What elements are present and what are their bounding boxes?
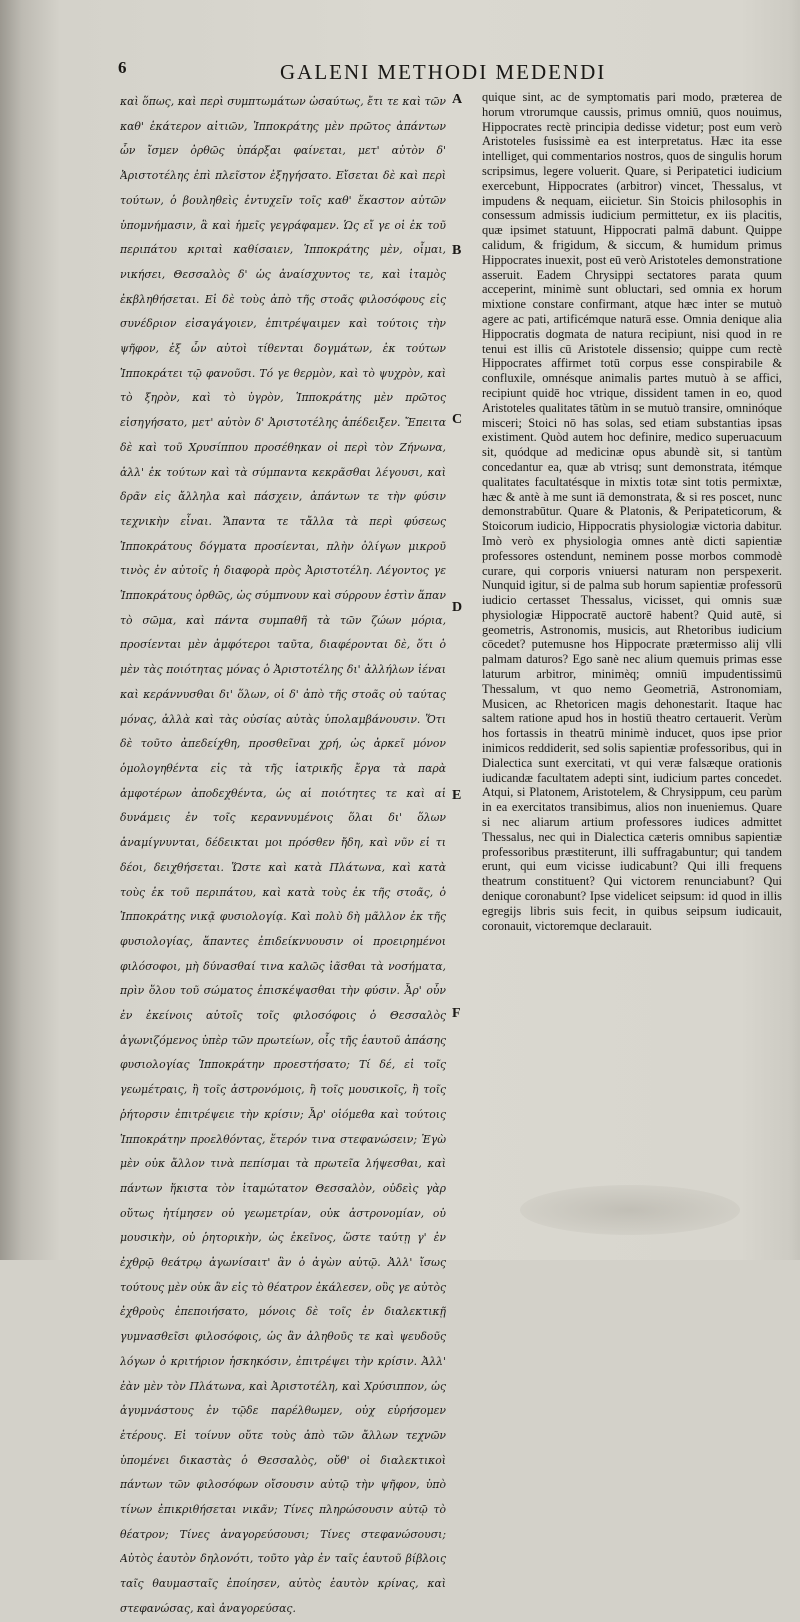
latin-text: quique sint, ac de symptomatis pari modo, præterea de horum vtrorumque caussis, primus omniū, quos nouimus, Hippocrates rectè principia dedisse videtur; post eum verò Aristoteles fusissimè ea est interpretatus. Hæc ita esse intelliget, qui commentarios nostros, quos de singulis horum scripsimus, legere voluerit. Quare, si Peripatetici iudicium exercebunt, Hippocrates (arbitror) vincet, Thessalus, vt impudens & nequam, eiicietur. Sin Stoicis philosophis in consessum admissis iudicium permittetur, ex iis placitis, quæ ipsimet statuunt, Hippocrati palmā dabunt. Quippe calidum, & frigidum, & siccum, & humidum primus Hippocrates inuexit, post eū verò Aristoteles demonstratione asseruit. Eadem Chrysippi sectatores parata quum acceperint, minimè sunt obluctari, sed omnia ex horum mixtione constare confirmant, atque hæc inter se mutuò agere ac pati, artificémque naturā esse. Omnia denique alia Hippocratis dogmata de natura recipiunt, nisi quod in re tenui est illis cū Aristotele dissensio; quippe cum rectè Hippocrates affirmet totū corpus esse conspirabile & confluxile, omnésque animalis partes mutuò à se affici, recipiunt quidē hoc vtrique, dissident tamen in eo, quod Aristoteles qualitates tātùm in se mutuò transire, omninóque misceri; Stoici nō has solas, sed etiam substantias ipsas existiment. Quòd autem hoc definire, medico superuacuum sit, quódque ad medicinæ opus abundè sit, si tantùm concedantur ea, quæ ab vtrisq; sunt demonstrata, itémque qualitates facultatésque in mixtis totæ sint totis permixtæ, hæc & antè à me sunt iā demonstrata, & si res poscet, nunc demonstrabūtur. Quare & Platonis, & Peripateticorum, & Stoicorum iudicio, Hippocratis physiologiæ victoria dabitur. Imò verò ex physiologia omnes antè dicti sapientiæ professores ostendunt, neminem posse morbos commodè curare, qui corporis vniuersi naturam non perspexerit. Nunquid igitur, si de palma sub horum sapientiæ professorū iudicio certasset Thessalus, vicisset, qui omnis suæ physiologiæ Hippocratē auctorē habent? Quid autē, si geometris, Astronomis, musicis, aut Rhetoribus iudicium cōcedet? putemusne hos Hippocrate prætermisso alij vlli palmam daturos? Ego sanè nec alium quemuis primas esse laturum arbitror, minimèq; omniū impudentissimū Thessalum, vt quo nemo Geometriā, Astronomiam, Musicen, ac Rhetoricen magis dehonestarit. Itaque hac saltem ratione apud hos in hostiū theatro certauerit. Verùm hos fortassis in theatrū minimè inducet, quos ipse prior inimicos reddiderit, sed solis sapientiæ professoribus, qui in Dialectica sunt exercitati, vt qui veræ falsæque orationis iudicandæ facultatem adepti sint, iudicium partes concedet. Atqui, si Platonem, Aristotelem, & Chrysippum, ceu parùm in ea exercitatos transibimus, alios non inueniemus. Quare si nec aliarum artium professores iudices admittet Thessalus, nec qui in Dialectica cæteris omnibus sapientiæ professoribus præstiterunt, illi suffragabuntur; qui tandem erunt, qui eum vicisse iudicabunt? Qui illi frequens theatrum constituent? Qui victorem renunciabunt? Qui denique coronabunt? Ipse videlicet seipsum: id quod in illis egregijs libris suis fecit, in quibus seipsum iudicauit, coronauit, victoremque declarauit. xyxy=(482,90,782,933)
greek-column xyxy=(120,90,446,1622)
section-marker-e: E xyxy=(452,788,462,803)
section-marker-d: D xyxy=(452,600,463,615)
section-marker-b: B xyxy=(452,243,462,258)
running-head: GALENI METHODI MEDENDI xyxy=(280,60,607,84)
section-marker-a: A xyxy=(452,92,463,107)
paper-stain xyxy=(520,1185,740,1235)
section-marker-f: F xyxy=(452,1006,461,1021)
section-marker-c: C xyxy=(452,412,463,427)
greek-text: καὶ ὅπως, καὶ περὶ συμπτωμάτων ὡσαύτως, ἔτι τε καὶ τῶν καθ' ἑκάτερον αἰτιῶν, Ἱπποκράτης μὲν πρῶτος ἁπάντων ὧν ἴσμεν ὀρθῶς ὑπάρξαι φαίνεται, μετ' αὐτὸν δ' Ἀριστοτέλης ἐπὶ πλεῖστον ἐξηγήσατο. Εἴσεται δὲ καὶ περὶ τούτων, ὁ βουληθεὶς ἐντυχεῖν τοῖς καθ' ἕκαστον αὐτῶν ὑπομνήμασιν, ἃ καὶ ἡμεῖς γεγράφαμεν. Ὡς εἴ γε οἱ ἐκ τοῦ περιπάτου κριταὶ καθίσαιεν, Ἱπποκράτης μὲν, οἶμαι, νικήσει, Θεσσαλὸς δ' ὡς ἀναίσχυντος τε, καὶ ἰταμὸς ἐκβληθήσεται. Εἰ δὲ τοὺς ἀπὸ τῆς στοᾶς φιλοσόφους εἰς συνέδριον εἰσαγάγοιεν, ἐπιτρέψαιμεν καὶ τούτοις τὴν ψῆφον, ἐξ ὧν αὐτοὶ τίθενται δογμάτων, ἐκ τούτων Ἱπποκράτει τῷ φανοῦσι. Τό γε θερμὸν, καὶ τὸ ψυχρὸν, καὶ τὸ ξηρὸν, καὶ τὸ ὑγρὸν, Ἱπποκράτης μὲν πρῶτος εἰσηγήσατο, μετ' αὐτὸν δ' Ἀριστοτέλης ἀπέδειξεν. Ἔπειτα δὲ καὶ τοῦ Χρυσίππου προσέθηκαν οἱ περὶ τὸν Ζήνωνα, ἀλλ' ἐκ τούτων καὶ τὰ σύμπαντα κεκρᾶσθαι λέγουσι, καὶ δρᾶν εἰς ἄλληλα καὶ πάσχειν, ἀπάντων τε τὴν φύσιν τεχνικὴν εἶναι. Ἅπαντα τε τἄλλα τὰ περὶ φύσεως Ἱπποκράτους δόγματα προσίενται, πλὴν ὀλίγων μικροῦ τινὸς ἐν αὐτοῖς ἡ διαφορὰ πρὸς Ἀριστοτέλη. Λέγοντος γε Ἱπποκράτους ὀρθῶς, ὡς σύμπνουν καὶ σύρρουν ἐστὶν ἅπαν τὸ σῶμα, καὶ πάντα συμπαθῆ τὰ τῶν ζώων μόρια, προσίενται μὲν ἀμφότεροι ταῦτα, διαφέρονται δὲ, ὅτι ὁ μὲν τὰς ποιότητας μόνας ὁ Ἀριστοτέλης δι' ἀλλήλων ἰέναι καὶ κεράννυσθαι δι' ὅλων, οἱ δ' ἀπὸ τῆς στοᾶς οὐ ταύτας μόνας, ἀλλὰ καὶ τὰς οὐσίας αὐτὰς ὑπολαμβάνουσιν. Ὅτι δὲ τοῦτο ἀπεδείχθη, προσθεῖναι χρή, ὡς ἀρκεῖ μόνον ὁμολογηθέντα εἰς τὰ τῆς ἰατρικῆς ἔργα τὰ παρὰ ἀμφοτέρων ἀποδεχθέντα, ὡς αἱ ποιότητες τε καὶ αἱ δυνάμεις ἐν τοῖς κεραννυμένοις ὅλαι δι' ὅλων ἀναμίγνυνται, δέδεικται μοι πρόσθεν ἤδη, καὶ νῦν εἰ τι δέοι, δειχθήσεται. Ὥστε καὶ κατὰ Πλάτωνα, καὶ κατὰ τοὺς ἐκ τοῦ περιπάτου, καὶ κατὰ τοὺς ἐκ τῆς στοᾶς, ὁ Ἱπποκράτης νικᾷ φυσιολογίᾳ. Καὶ πολὺ δὴ μᾶλλον ἐκ τῆς φυσιολογίας, ἅπαντες ἐπιδείκνυουσιν οἱ προειρημένοι φιλόσοφοι, μὴ δύνασθαί τινα καλῶς ἰᾶσθαι τὰ νοσήματα, πρὶν ὅλου τοῦ σώματος ἐπισκέψασθαι τὴν φύσιν. Ἆρ' οὖν ἐν ἐκείνοις αὐτοῖς τοῖς φιλοσόφοις ὁ Θεσσαλὸς ἀγωνιζόμενος ὑπὲρ τῶν πρωτείων, οἷς τῆς ἑαυτοῦ ἁπάσης φυσιολογίας Ἱπποκράτην προεστήσατο; Τί δέ, εἰ τοῖς γεωμέτραις, ἢ τοῖς ἀστρονόμοις, ἢ τοῖς μουσικοῖς, ἢ τοῖς ῥήτορσιν ἐπιτρέψειε τὴν κρίσιν; Ἆρ' οἰόμεθα καὶ τούτοις Ἱπποκράτην προελθόντας, ἕτερόν τινα στεφανώσειν; Ἐγὼ μὲν οὐκ ἄλλον τινὰ πεπίσμαι τὰ πρωτεῖα λήψεσθαι, καὶ πάντων ἥκιστα τὸν ἰταμώτατον Θεσσαλὸν, οὐδεὶς γὰρ οὕτως ἠτίμησεν οὐ γεωμετρίαν, οὐκ ἀστρονομίαν, οὐ μουσικὴν, οὐ ῥητορικὴν, ὡς ἐκεῖνος, ὥστε ταύτῃ γ' ἐν ἐχθρῷ θεάτρῳ ἀγωνίσαιτ' ἂν ὁ ἀγὼν αὐτῷ. Ἀλλ' ἴσως τούτους μὲν οὐκ ἂν εἰς τὸ θέατρον ἐκάλεσεν, οὓς γε αὐτὸς ἐχθροὺς ἐπεποιήσατο, μόνοις δὲ τοῖς ἐν διαλεκτικῇ γυμνασθεῖσι φιλοσόφοις, ὡς ἂν ἀληθοῦς τε καὶ ψευδοῦς λόγων ὁ κριτήριον ἠσκηκόσιν, ἐπιτρέψει τὴν κρίσιν. Ἀλλ' ἐὰν μὲν τὸν Πλάτωνα, καὶ Ἀριστοτέλη, καὶ Χρύσιππον, ὡς ἀγυμνάστους ἐν τῷδε παρέλθωμεν, οὐχ εὑρήσομεν ἑτέρους. Εἰ τοίνυν οὔτε τοὺς ἀπὸ τῶν ἄλλων τεχνῶν ὑπομένει δικαστὰς ὁ Θεσσαλὸς, οὔθ' οἱ διαλεκτικοὶ πάντων τῶν φιλοσόφων οἴσουσιν αὐτῷ τὴν ψῆφον, ὑπὸ τίνων ἐπικριθήσεται νικᾶν; Τίνες πληρώσουσιν αὐτῷ τὸ θέατρον; Τίνες ἀναγορεύσουσι; Τίνες στεφανώσουσι; Αὐτὸς ἑαυτὸν δηλονότι, τοῦτο γὰρ ἐν ταῖς ἑαυτοῦ βίβλοις ταῖς θαυμασταῖς ἐποίησεν, αὐτὸς ἑαυτὸν κρίνας, καὶ στεφανώσας, καὶ ἀναγορεύσας. xyxy=(120,95,446,1615)
page-number: 6 xyxy=(118,58,127,77)
latin-column xyxy=(482,90,782,933)
